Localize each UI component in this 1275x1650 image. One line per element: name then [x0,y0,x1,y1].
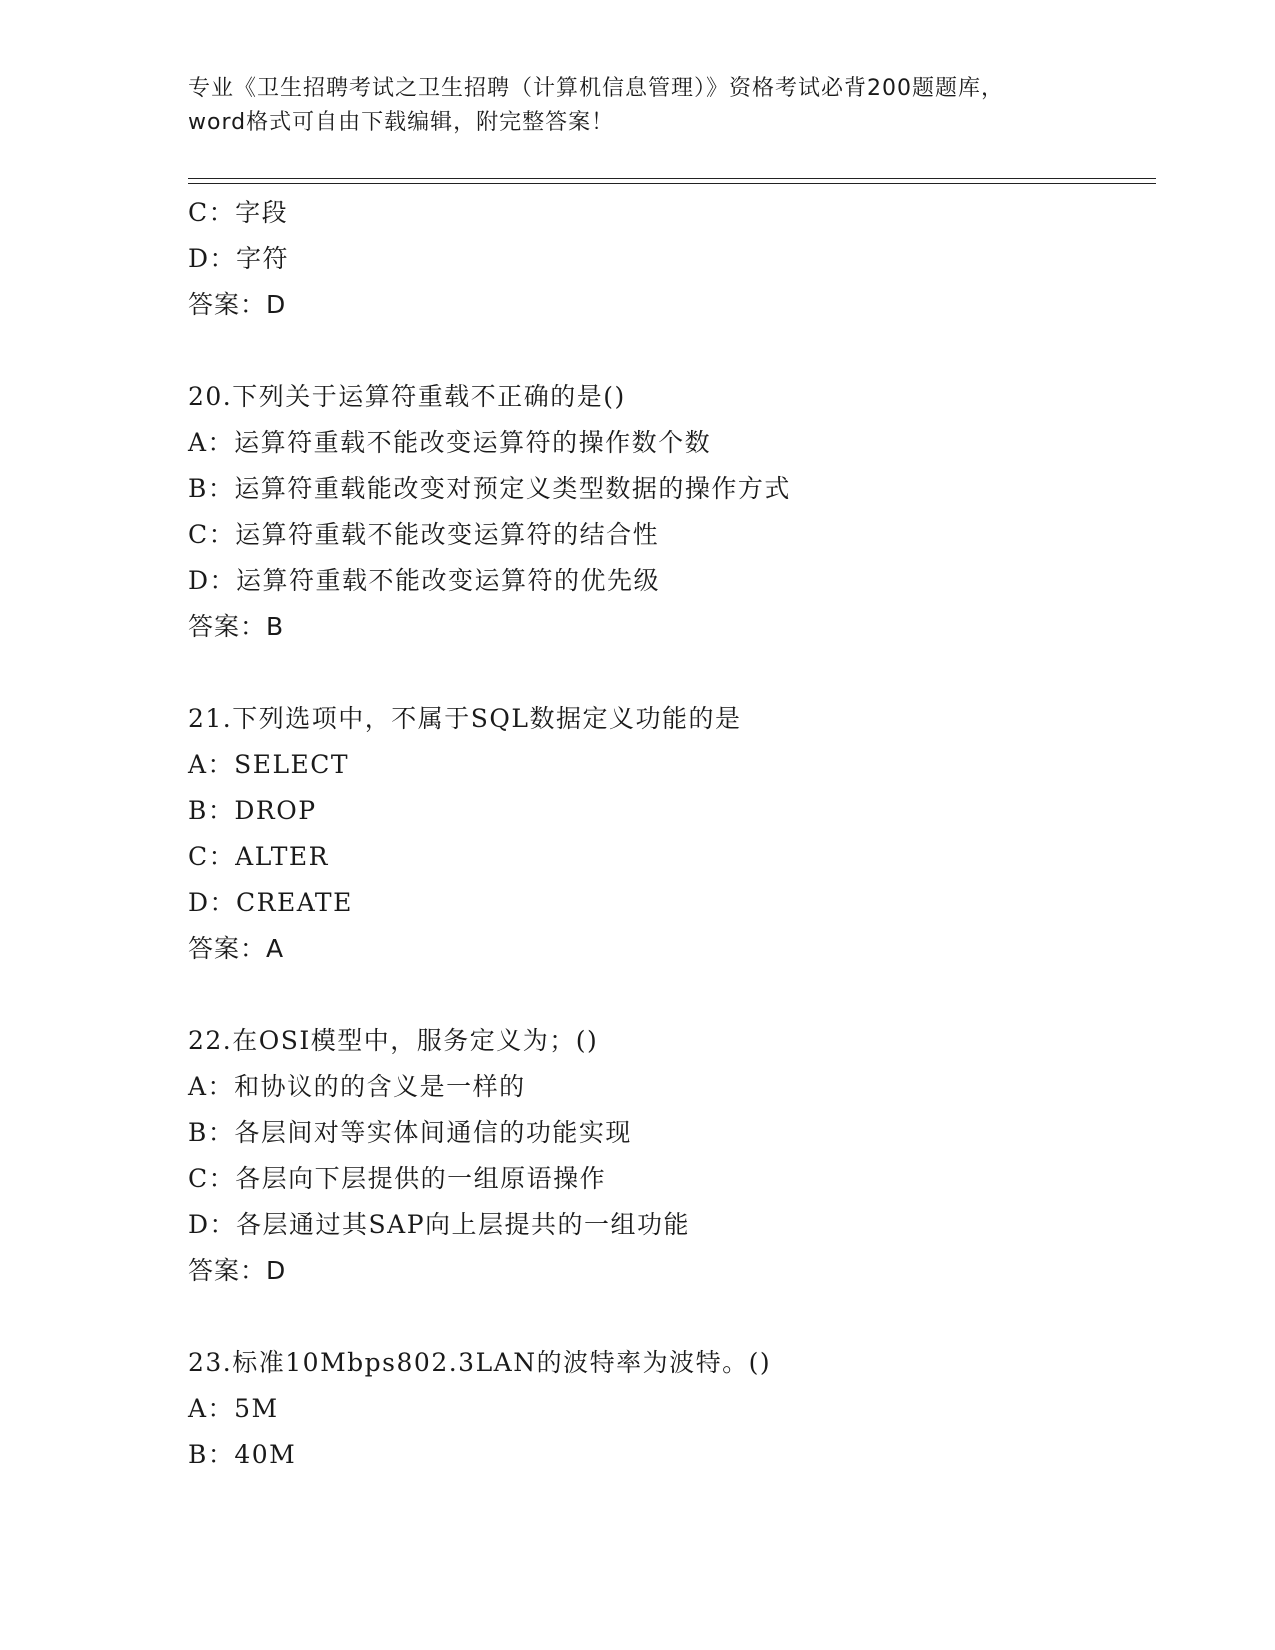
option-label: C： [188,1164,236,1193]
option-text: DROP [234,796,317,825]
option-b [188,1110,1148,1156]
option-d [188,558,1148,604]
spacer [188,972,1148,1018]
option-text: 各层间对等实体间通信的功能实现 [234,1118,632,1147]
option-text: 和协议的的含义是一样的 [234,1072,526,1101]
option-label: D： [188,888,237,917]
document-header [188,72,1088,140]
option-a [188,1386,1148,1432]
question-23 [188,1340,1148,1478]
option-text: 5M [234,1394,279,1423]
spacer [188,1294,1148,1340]
option-c [188,190,1148,236]
option-b [188,466,1148,512]
answer-line: 答案：A [188,934,285,963]
option-label: B： [188,796,235,825]
option-c [188,512,1148,558]
option-text: 各层向下层提供的一组原语操作 [235,1164,607,1193]
option-text: 字段 [235,198,289,227]
option-label: D： [188,1210,237,1239]
question-22 [188,1018,1148,1294]
option-d [188,1202,1148,1248]
option-a [188,1064,1148,1110]
option-text: 运算符重载不能改变运算符的结合性 [235,520,660,549]
option-text: 运算符重载能改变对预定义类型数据的操作方式 [234,474,791,503]
option-label: D： [188,566,237,595]
option-d [188,880,1148,926]
question-stem: 20.下列关于运算符重载不正确的是() [188,382,626,411]
option-label: C： [188,520,236,549]
option-b [188,788,1148,834]
option-label: A： [188,1394,235,1423]
option-text: SELECT [234,750,350,779]
option-label: B： [188,1440,235,1469]
header-divider-top [188,178,1156,179]
header-title-line-1: 专业《卫生招聘考试之卫生招聘（计算机信息管理）》资格考试必背200题题库， [188,76,1004,101]
answer-line: 答案：D [188,1256,287,1285]
question-list [188,190,1148,1478]
option-text: 运算符重载不能改变运算符的操作数个数 [234,428,712,457]
option-text: CREATE [236,888,353,917]
answer-line: 答案：B [188,612,285,641]
option-text: 字符 [236,244,290,273]
spacer [188,650,1148,696]
question-stem: 22.在OSI模型中，服务定义为；() [188,1026,599,1055]
question-fragment [188,190,1148,328]
header-title-line-2: word格式可自由下载编辑，附完整答案！ [188,110,615,135]
question-stem: 23.标准10Mbps802.3LAN的波特率为波特。() [188,1348,772,1377]
option-label: B： [188,1118,235,1147]
spacer [188,328,1148,374]
option-c [188,1156,1148,1202]
option-a [188,420,1148,466]
option-label: D： [188,244,237,273]
option-label: B： [188,474,235,503]
option-text: 运算符重载不能改变运算符的优先级 [236,566,661,595]
option-text: 各层通过其SAP向上层提共的一组功能 [236,1210,691,1239]
option-d [188,236,1148,282]
option-b [188,1432,1148,1478]
answer-line: 答案：D [188,290,287,319]
option-label: A： [188,428,235,457]
option-label: C： [188,198,236,227]
option-text: 40M [234,1440,297,1469]
option-label: A： [188,750,235,779]
option-a [188,742,1148,788]
option-label: A： [188,1072,235,1101]
question-21 [188,696,1148,972]
option-text: ALTER [235,842,330,871]
question-20 [188,374,1148,650]
option-c [188,834,1148,880]
option-label: C： [188,842,236,871]
question-stem: 21.下列选项中，不属于SQL数据定义功能的是 [188,704,742,733]
header-divider-bottom [188,183,1156,184]
